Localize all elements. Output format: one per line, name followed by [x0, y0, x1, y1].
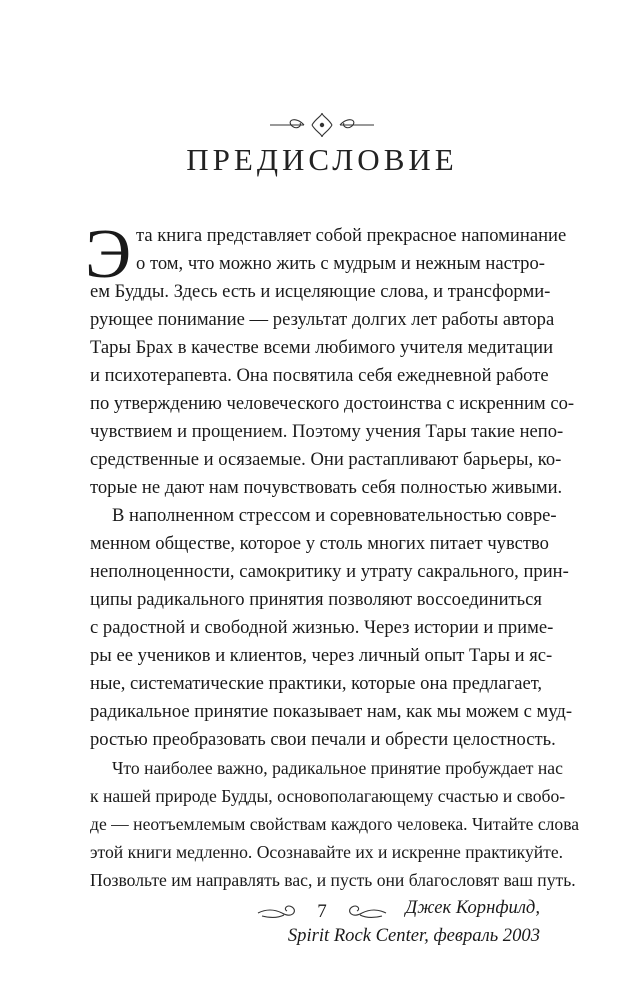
text-line: Тары Брах в качестве всеми любимого учителя медитации — [90, 337, 554, 358]
text-line: чувствием и прощением. Поэтому учения Тары такие непо- — [90, 421, 564, 442]
text-line: ные, систематические практики, которые она предлагает, — [90, 673, 543, 694]
text-line: Позвольте им направлять вас, и пусть они благословят ваш путь. — [90, 870, 576, 890]
text-line: с радостной и свободной жизнью. Через истории и приме- — [90, 617, 554, 638]
page-title: ПРЕДИСЛОВИЕ — [186, 142, 458, 177]
text-line: средственные и осязаемые. Они растапливают барьеры, ко- — [90, 449, 562, 470]
text-line: Что наиболее важно, радикальное принятие пробуждает нас — [112, 758, 563, 778]
text-line: торые не дают нам почувствовать себя полностью живыми. — [90, 477, 563, 498]
signature-author: Джек Корнфилд, — [405, 897, 540, 918]
text-line: ростью преобразовать свои печали и обрести целостность. — [90, 729, 556, 750]
text-line: о том, что можно жить с мудрым и нежным настро- — [136, 253, 545, 274]
text-line: ры ее учеников и клиентов, через личный опыт Тары и яс- — [90, 645, 553, 666]
text-line: по утверждению человеческого достоинства с искренним со- — [90, 393, 575, 414]
foreword-text — [85, 216, 580, 950]
text-line: В наполненном стрессом и соревновательностью совре- — [112, 505, 557, 526]
text-line: к нашей природе Будды, основополагающему счастью и свобо- — [90, 786, 566, 806]
text-line: неполноценности, самокритику и утрату сакрального, прин- — [90, 561, 569, 582]
text-line: ем Будды. Здесь есть и исцеляющие слова, и трансформи- — [90, 281, 551, 302]
page-number: 7 — [317, 901, 327, 922]
text-line: та книга представляет собой прекрасное напоминание — [136, 225, 567, 246]
text-line: этой книги медленно. Осознавайте их и искренне практикуйте. — [90, 842, 564, 862]
text-line: радикальное принятие показывает нам, как мы можем с муд- — [90, 701, 573, 722]
drop-cap: Э — [85, 216, 132, 293]
text-line: и психотерапевта. Она посвятила себя ежедневной работе — [90, 365, 549, 386]
text-line: рующее понимание — результат долгих лет работы автора — [90, 309, 555, 330]
text-line: менном обществе, которое у столь многих питает чувство — [90, 533, 549, 554]
text-line: де — неотъемлемым свойствам каждого человека. Читайте слова — [90, 814, 580, 834]
text-line: ципы радикального принятия позволяют воссоединиться — [90, 589, 542, 610]
title-ornament — [0, 112, 644, 138]
signature-place-date: Spirit Rock Center, февраль 2003 — [287, 925, 540, 946]
